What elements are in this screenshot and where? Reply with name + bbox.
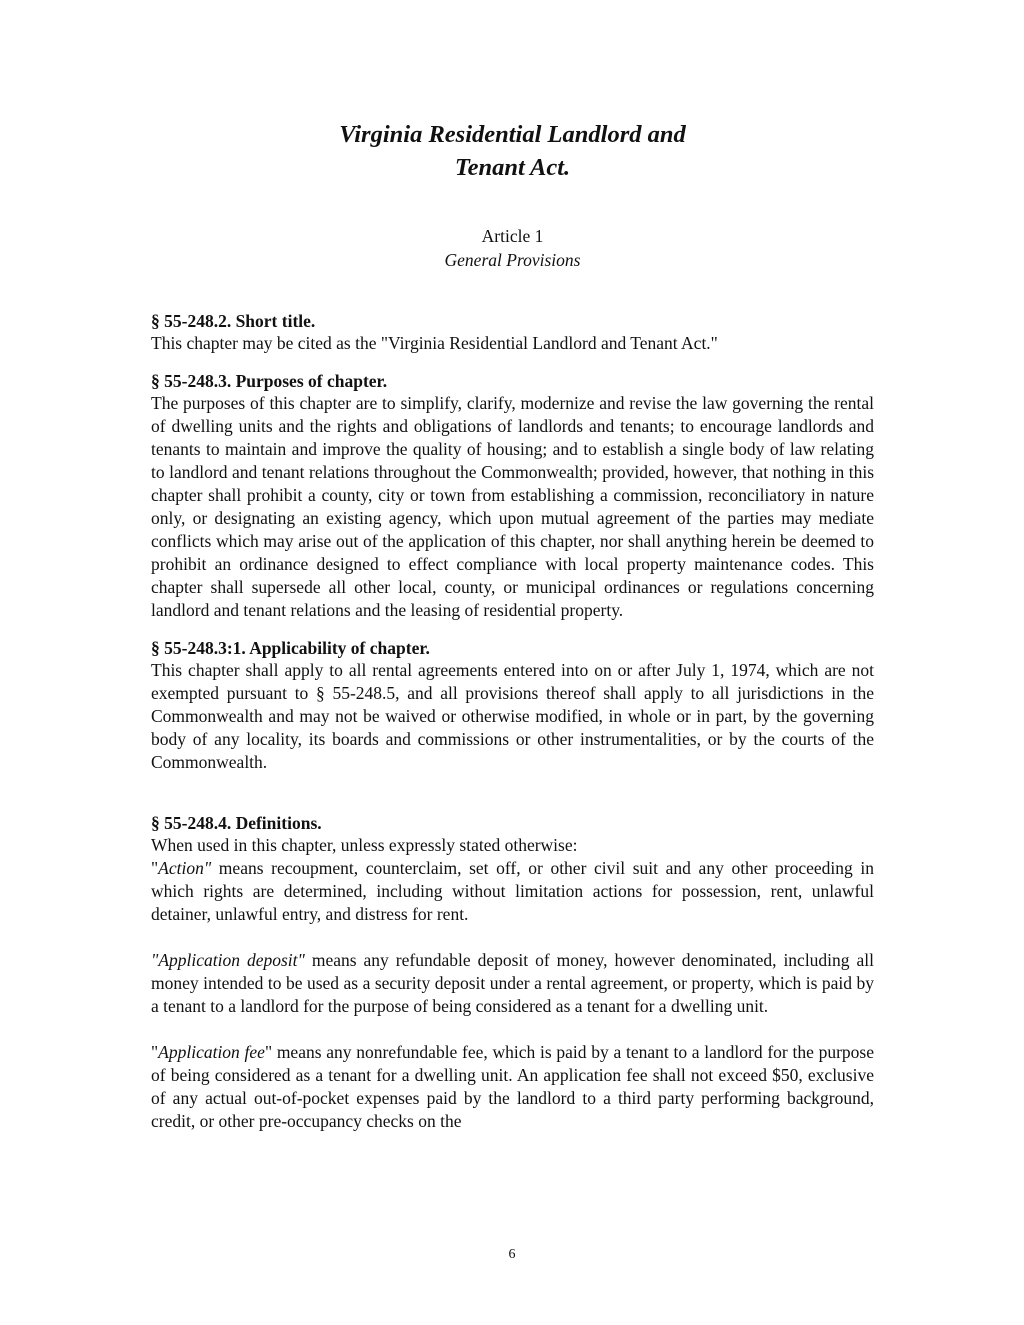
- section-applicability: [151, 637, 874, 774]
- definition-term: Application fee: [158, 1042, 265, 1062]
- definition-term: Action": [158, 858, 212, 878]
- definition-text: means any nonrefundable fee, which is paid by a tenant to a landlord for the purpose of being considered as a tenant for a dwelling unit. An application fee shall not exceed $50, exclusive of any actual out-of-pocket expenses paid by the landlord to a third party performing background, credit, or other pre-occupancy checks on the: [151, 1042, 874, 1131]
- definition-text: means any refundable deposit of money, however denominated, including all money intended to be used as a security deposit under a rental agreement, or property, which is paid by a tenant to a landlord for the purpose of being considered as a tenant for a dwelling unit.: [151, 950, 875, 1016]
- article-header: [151, 224, 874, 272]
- section-heading: § 55-248.4. Definitions.: [151, 813, 322, 833]
- document-page: [151, 118, 874, 1133]
- title-line-1: Virginia Residential Landlord and: [339, 121, 686, 148]
- definition-action: [151, 857, 874, 926]
- section-text: This chapter shall apply to all rental agreements entered into on or after July 1, 1974, which are not exempted pursuant to § 55-248.5, and all provisions thereof shall apply to all jurisdictions in the Commonwealth and may not be waived or otherwise modified, in whole or in part, by the governing body of any locality, its boards and commissions or other instrumentalities, or by the courts of the Commonwealth.: [151, 660, 874, 772]
- title-line-2: Tenant Act.: [454, 154, 571, 181]
- section-heading: § 55-248.3. Purposes of chapter.: [151, 371, 388, 391]
- section-short-title: [151, 310, 874, 355]
- section-definitions: [151, 812, 874, 1133]
- article-subtitle: General Provisions: [444, 250, 581, 270]
- section-heading: § 55-248.3:1. Applicability of chapter.: [151, 638, 430, 658]
- section-text: The purposes of this chapter are to simplify, clarify, modernize and revise the law governing the rental of dwelling units and the rights and obligations of landlords and tenants; to encourage landlords and tenants to maintain and improve the quality of housing; and to establish a single body of law relating to landlord and tenant relations throughout the Commonwealth; provided, however, that nothing in this chapter shall prohibit a county, city or town from establishing a commission, reconciliatory in nature only, or designating an existing agency, which upon mutual agreement of the parties may mediate conflicts which may arise out of the application of this chapter, nor shall anything herein be deemed to prohibit an ordinance designed to effect compliance with local property maintenance codes. This chapter shall supersede all other local, county, or municipal ordinances or regulations concerning landlord and tenant relations and the leasing of residential property.: [151, 393, 874, 620]
- page-number: 6: [508, 1247, 516, 1262]
- definition-application-deposit: [151, 949, 874, 1018]
- open-quote: ": [151, 1042, 159, 1062]
- definition-term: "Application deposit": [151, 950, 305, 970]
- section-purposes: [151, 370, 874, 622]
- section-text: This chapter may be cited as the "Virginia Residential Landlord and Tenant Act.": [151, 333, 718, 353]
- document-title: [151, 118, 874, 184]
- section-heading: § 55-248.2. Short title.: [151, 311, 316, 331]
- definition-text: means recoupment, counterclaim, set off, or other civil suit and any other proceeding in which rights are determined, including without limitation actions for possession, rent, unlawful detainer, unlawful entry, and distress for rent.: [151, 858, 874, 924]
- open-quote: ": [151, 858, 159, 878]
- definition-application-fee: [151, 1041, 874, 1133]
- article-label: Article 1: [481, 226, 544, 246]
- close-quote: ": [264, 1042, 273, 1062]
- definitions-intro: When used in this chapter, unless expressly stated otherwise:: [151, 835, 578, 855]
